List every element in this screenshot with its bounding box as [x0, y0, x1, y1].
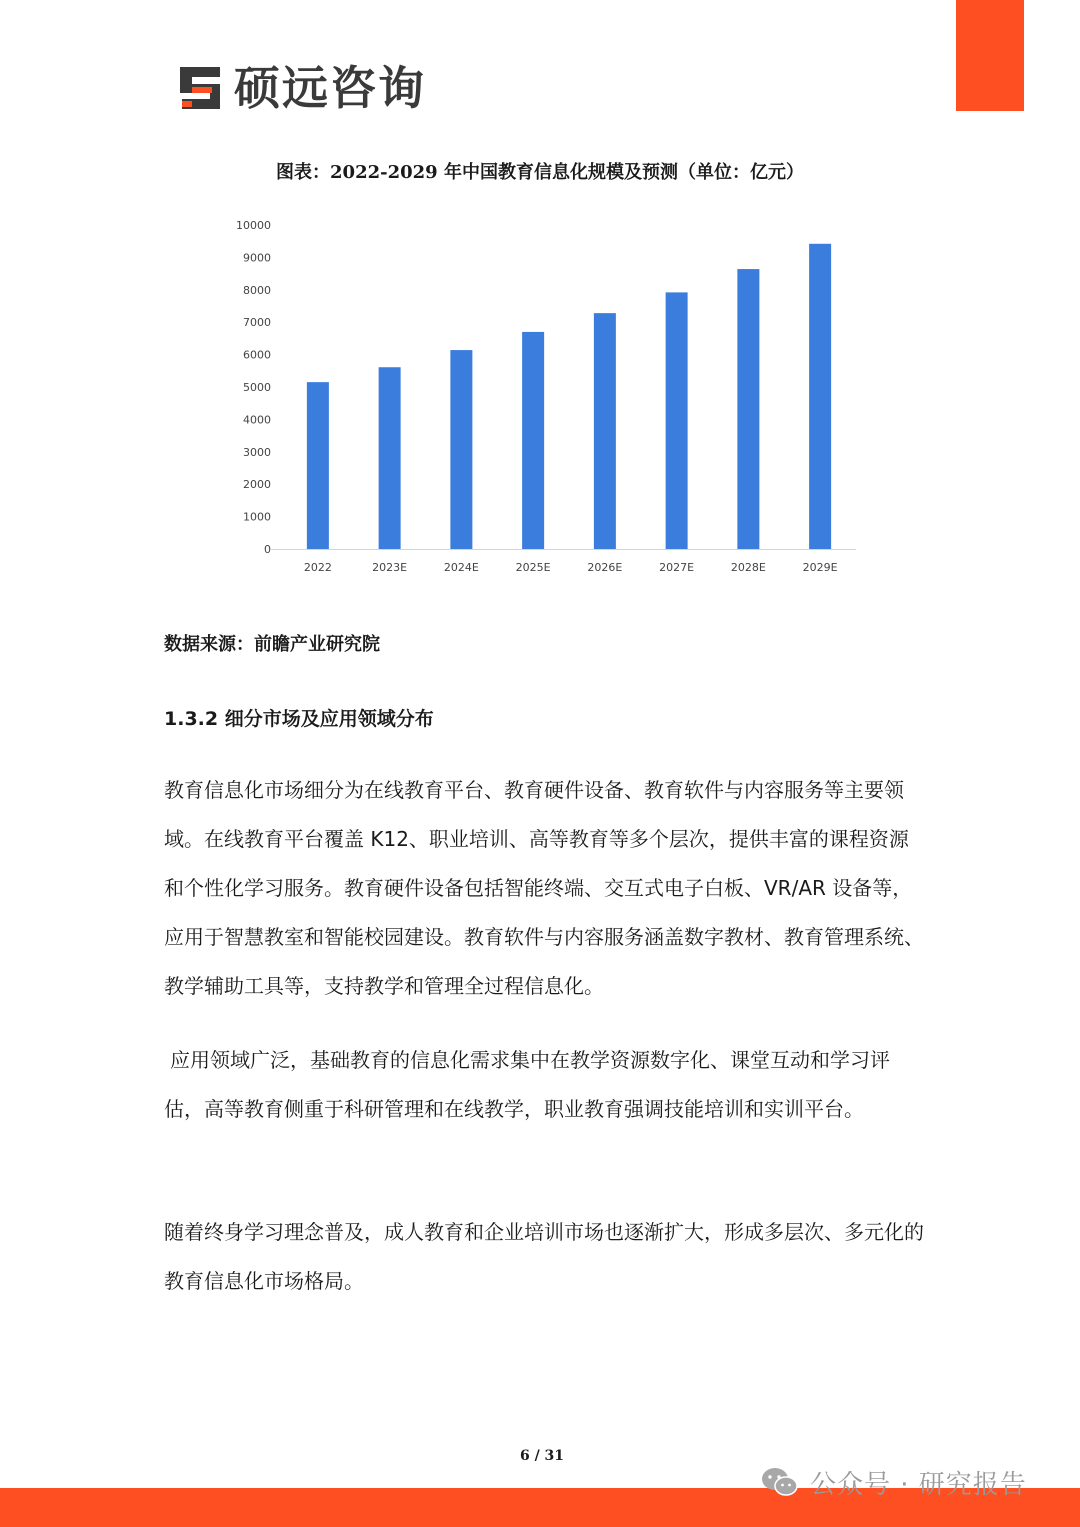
y-tick-label: 0: [264, 543, 271, 556]
y-tick-label: 1000: [243, 510, 271, 524]
y-tick-label: 5000: [243, 381, 271, 394]
bar: [809, 244, 831, 549]
x-tick-label: 2028E: [730, 561, 766, 574]
data-source: 数据来源：前瞻产业研究院: [164, 634, 380, 655]
bar: [307, 382, 329, 549]
x-axis-ticks: [304, 561, 838, 574]
corner-accent-block: [956, 0, 1024, 111]
bar: [594, 313, 616, 549]
section-heading: 1.3.2 细分市场及应用领域分布: [164, 708, 434, 730]
bar: [379, 367, 401, 549]
s-logo-icon: [176, 63, 226, 113]
bar: [522, 332, 544, 549]
page-number: 6 / 31: [519, 1448, 565, 1464]
y-tick-label: 3000: [243, 445, 271, 459]
y-tick-label: 10000: [236, 219, 271, 232]
x-tick-label: 2029E: [802, 561, 838, 574]
watermark: [760, 1462, 1027, 1502]
chart-bars: [307, 244, 831, 549]
x-tick-label: 2027E: [659, 561, 695, 574]
paragraph-3: 随着终身学习理念普及，成人教育和企业培训市场也逐渐扩大，形成多层次、多元化的教育信息化市场格局。: [164, 1220, 924, 1293]
wechat-icon: [760, 1466, 800, 1498]
x-tick-label: 2026E: [587, 561, 623, 574]
chart-title: 图表：2022-2029 年中国教育信息化规模及预测（单位：亿元）: [276, 162, 804, 183]
paragraph-1: 教育信息化市场细分为在线教育平台、教育硬件设备、教育软件与内容服务等主要领域。在线教育平台覆盖 K12、职业培训、高等教育等多个层次，提供丰富的课程资源和个性化学习服务。教育硬件设备包括智能终端、交互式电子白板、VR/AR 设备等，应用于智慧教室和智能校园建设。教育软件与内容服务涵盖数字教材、教育管理系统、教学辅助工具等，支持教学和管理全过程信息化。: [164, 778, 924, 998]
y-tick-label: 6000: [243, 348, 271, 362]
x-tick-label: 2022: [303, 561, 332, 574]
x-tick-label: 2024E: [443, 561, 479, 574]
bar: [737, 269, 759, 549]
x-tick-label: 2023E: [372, 561, 408, 574]
watermark-text: 公众号 · 研究报告: [810, 1469, 1027, 1500]
bar: [450, 350, 472, 549]
bar: [666, 292, 688, 549]
paragraph-2: 应用领域广泛，基础教育的信息化需求集中在教学资源数字化、课堂互动和学习评估，高等教育侧重于科研管理和在线教学，职业教育强调技能培训和实训平台。: [164, 1048, 890, 1121]
y-tick-label: 4000: [243, 413, 271, 427]
y-tick-label: 8000: [243, 283, 271, 297]
y-tick-label: 7000: [243, 316, 271, 330]
y-tick-label: 9000: [243, 251, 271, 265]
brand-name: 硕远咨询: [234, 61, 426, 115]
y-axis-ticks: [236, 219, 271, 556]
y-tick-label: 2000: [243, 478, 271, 492]
brand-logo: [176, 60, 426, 116]
x-tick-label: 2025E: [515, 561, 551, 574]
bar-chart: [220, 208, 870, 588]
